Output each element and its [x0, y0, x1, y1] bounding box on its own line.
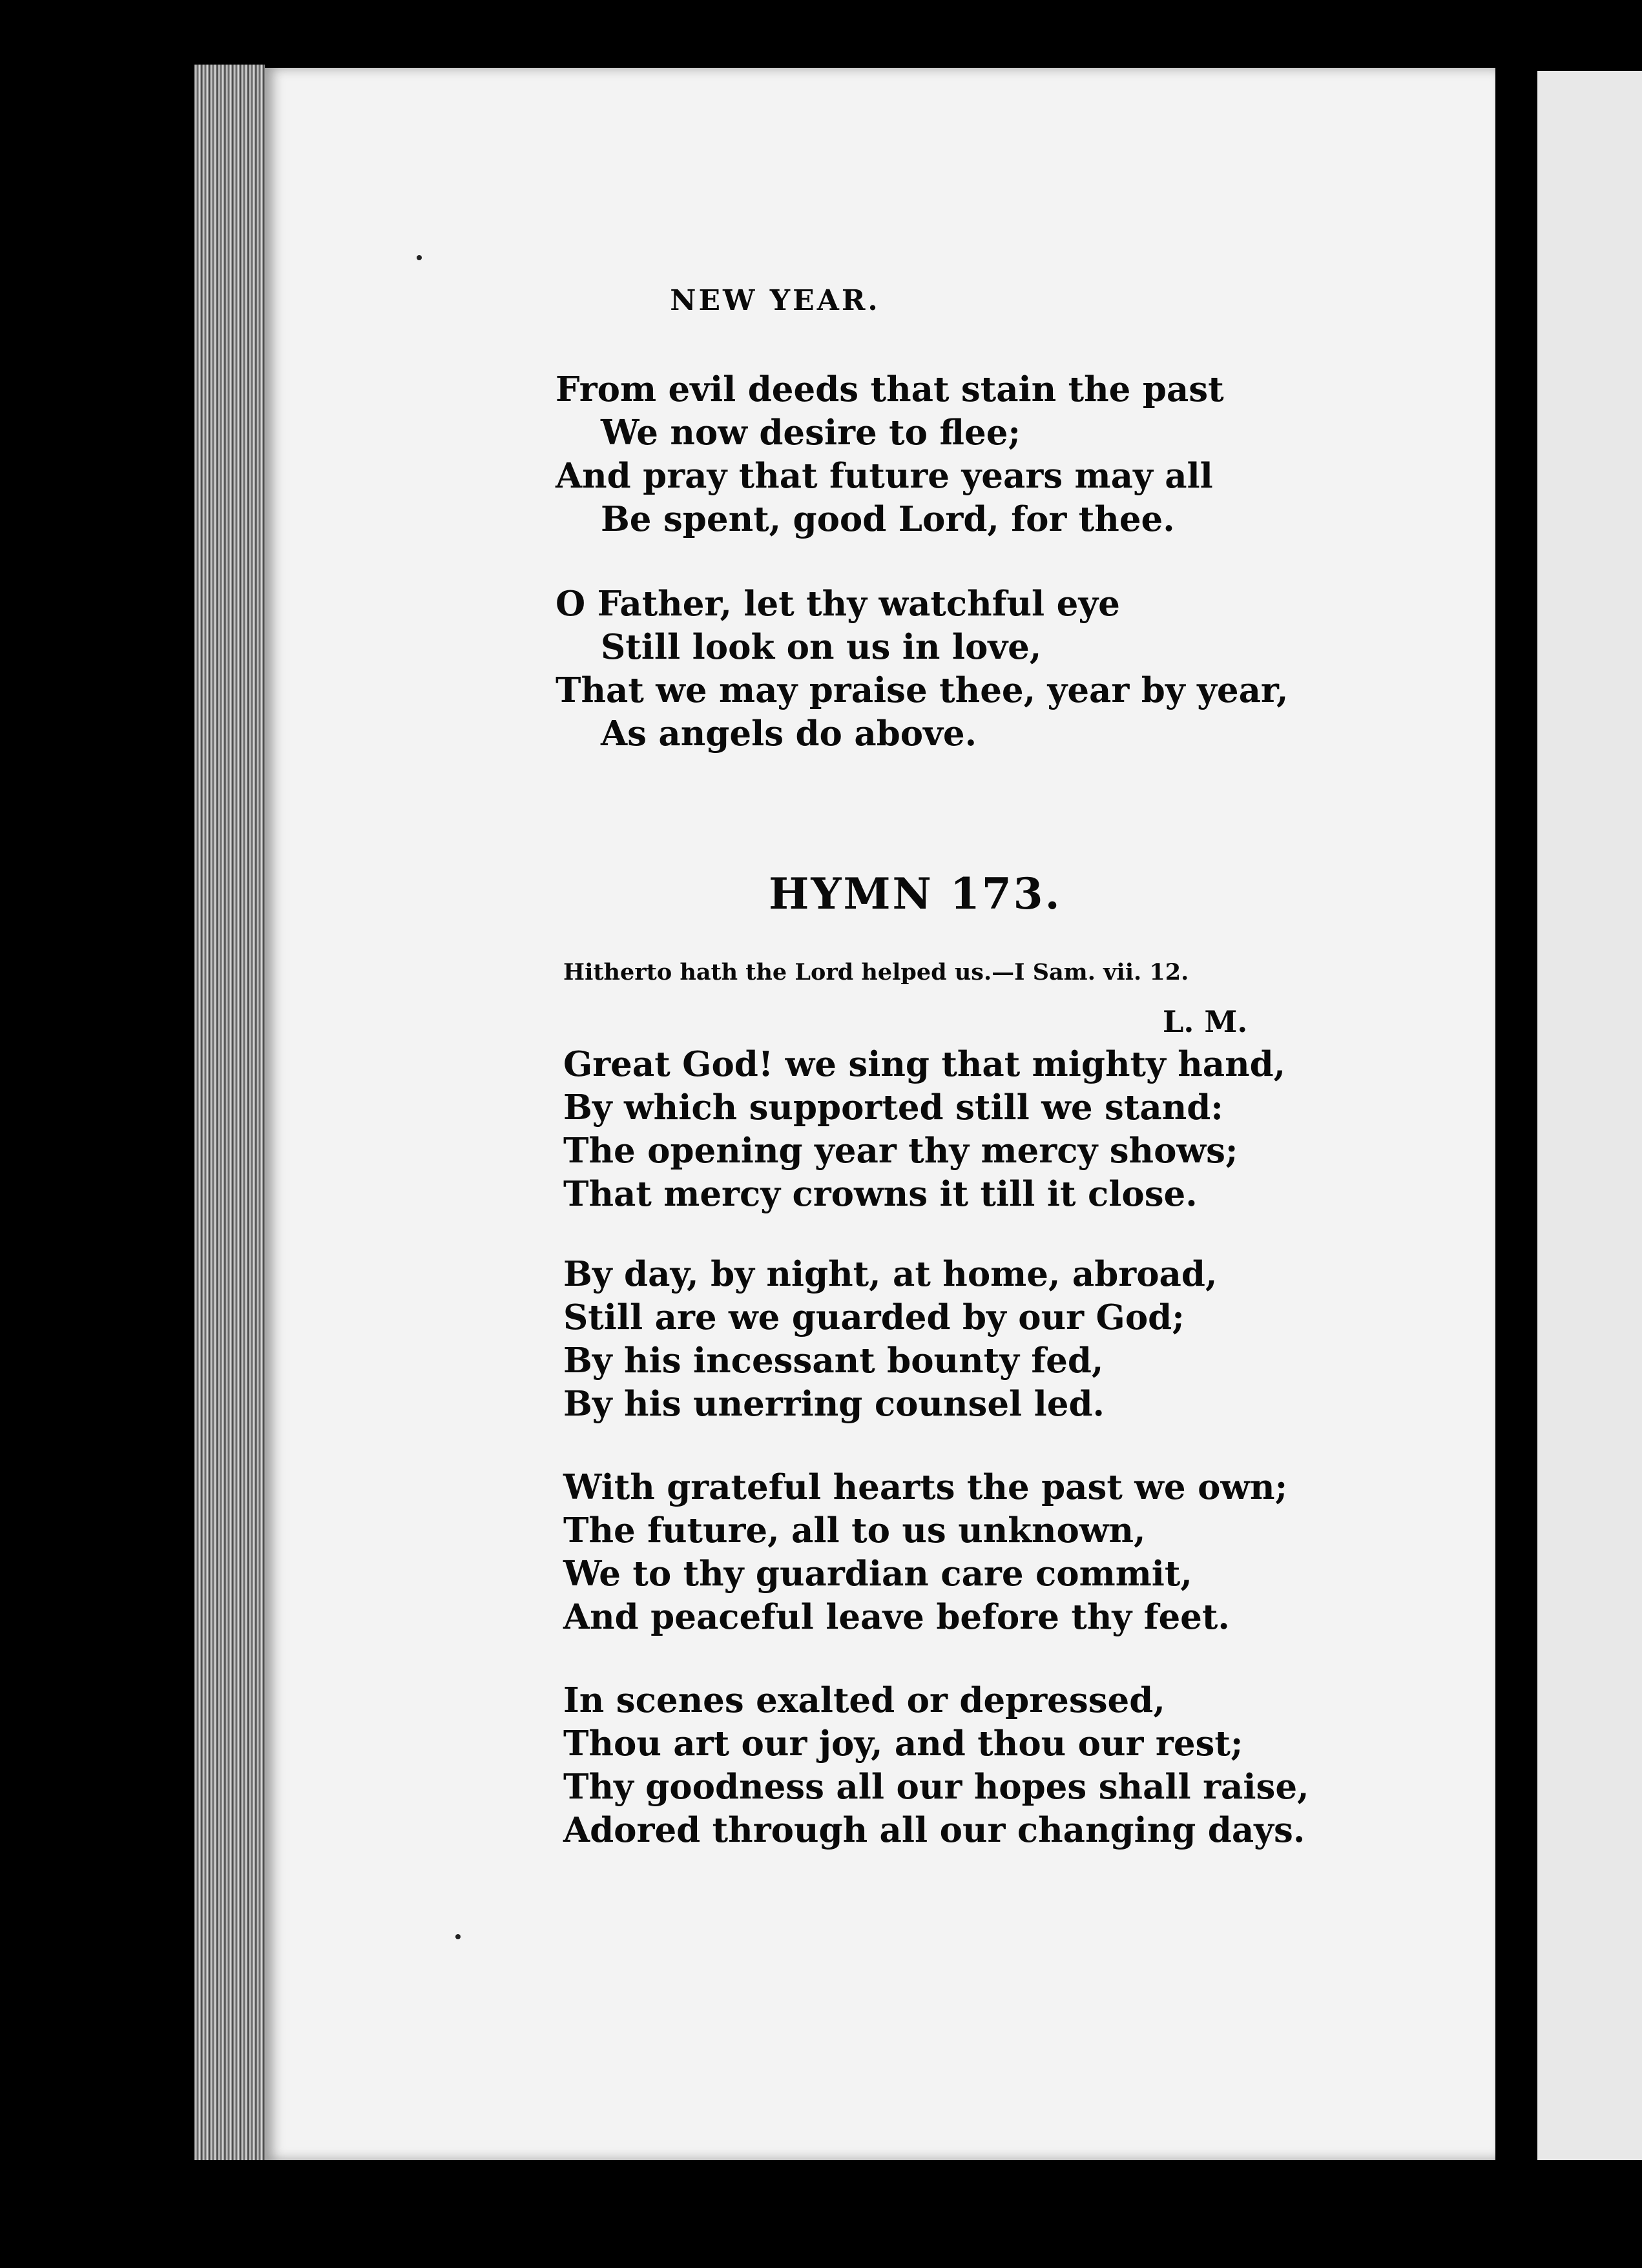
hymn-stanza-2 — [563, 1253, 1217, 1426]
ink-speck — [417, 255, 422, 260]
verse-line: As angels do above. — [601, 714, 977, 754]
verse-line: Adored through all our changing days. — [563, 1810, 1305, 1850]
verse-line: By his incessant bounty fed, — [563, 1341, 1104, 1381]
verse-line: And peaceful leave before thy feet. — [563, 1597, 1230, 1637]
verse-line: By his unerring counsel led. — [563, 1384, 1105, 1424]
hymn-stanza-1 — [563, 1043, 1285, 1216]
hymn-title: HYMN 173. — [769, 869, 1062, 919]
hymn-stanza-4 — [563, 1679, 1309, 1852]
hymn-epigraph: Hitherto hath the Lord helped us.—I Sam. vii. 12. — [563, 959, 1189, 985]
verse-line: Thy goodness all our hopes shall raise, — [563, 1767, 1309, 1807]
verse-line: Great God! we sing that mighty hand, — [563, 1044, 1286, 1084]
verse-line: By day, by night, at home, abroad, — [563, 1254, 1218, 1294]
verse-line: From evil deeds that stain the past — [556, 369, 1224, 409]
verse-line: In scenes exalted or depressed, — [563, 1680, 1165, 1720]
verse-line: Thou art our joy, and thou our rest; — [563, 1724, 1243, 1764]
verse-line: And pray that future years may all — [556, 456, 1213, 496]
verse-line: Be spent, good Lord, for thee. — [601, 499, 1175, 539]
verse-line: We to thy guardian care commit, — [563, 1554, 1192, 1594]
hymn-meter: L. M. — [1163, 1004, 1248, 1039]
verse-line: The future, all to us unknown, — [563, 1510, 1146, 1551]
verse-line: We now desire to flee; — [601, 413, 1021, 453]
stanza-top-2 — [556, 582, 1288, 756]
book-spine — [0, 0, 194, 2268]
verse-line: O Father, let thy watchful eye — [556, 584, 1120, 624]
page-edges — [194, 65, 265, 2160]
verse-line: That mercy crowns it till it close. — [563, 1174, 1198, 1214]
adjacent-page — [1537, 71, 1642, 2160]
verse-line: Still are we guarded by our God; — [563, 1297, 1185, 1337]
page-gutter — [1495, 65, 1537, 2163]
ink-speck — [455, 1934, 461, 1939]
verse-line: Still look on us in love, — [601, 627, 1042, 667]
verse-line: With grateful hearts the past we own; — [563, 1467, 1288, 1507]
verse-line: The opening year thy mercy shows; — [563, 1131, 1238, 1171]
stanza-top-1 — [556, 368, 1224, 541]
verse-line: By which supported still we stand: — [563, 1088, 1223, 1128]
verse-line: That we may praise thee, year by year, — [556, 670, 1289, 710]
hymn-stanza-3 — [563, 1466, 1287, 1639]
running-head: NEW YEAR. — [670, 284, 880, 317]
